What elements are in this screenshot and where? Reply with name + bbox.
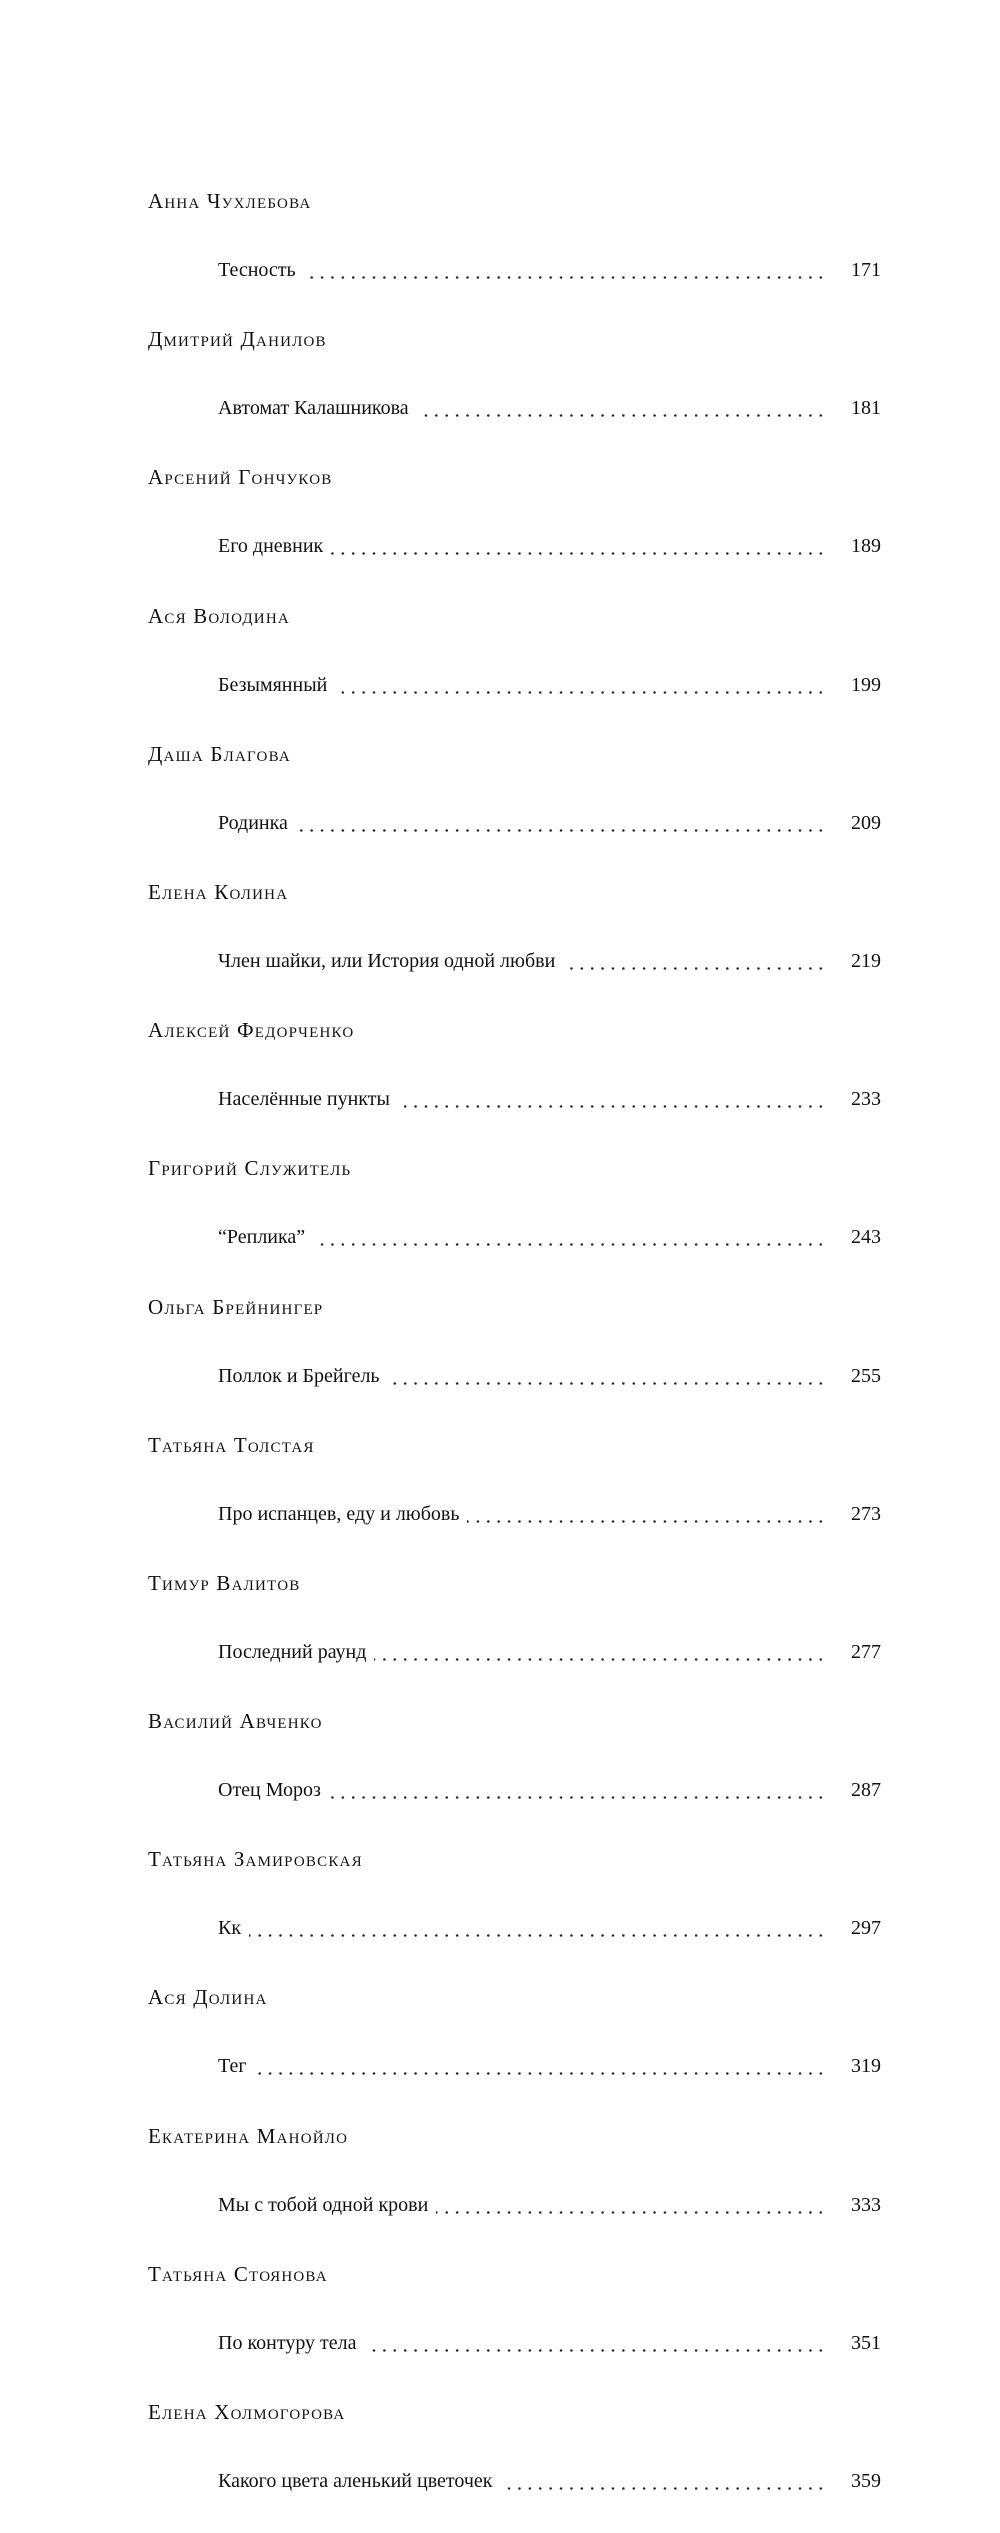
story-title: Его дневник [218,535,324,558]
page-number: 209 [851,811,881,834]
story-line [218,1359,881,1393]
page-number: 255 [851,1364,881,1387]
story-line [218,2049,881,2083]
story-title: Про испанцев, еду и любовь [218,1502,460,1525]
page-number: 273 [851,1502,881,1525]
dot-leader [563,967,826,970]
toc-entry [148,184,881,322]
table-of-contents [148,184,881,2533]
dot-leader [249,1934,826,1937]
story-line [218,668,881,702]
toc-entry [148,599,881,737]
author-name: Елена Холмогорова [148,2400,346,2424]
story-title: Поллок и Брейгель [218,1364,380,1387]
dot-leader [467,1520,826,1523]
toc-entry [148,322,881,460]
dot-leader [329,1796,826,1799]
toc-entry [148,1428,881,1566]
author-name: Дмитрий Данилов [148,327,327,352]
toc-entry [148,1566,881,1704]
author-name: Ася Володина [148,603,290,628]
story-line [218,2188,881,2222]
toc-entry [148,1704,881,1842]
story-line [218,1497,881,1531]
toc-entry [148,1013,881,1151]
page-number: 243 [851,1226,881,1249]
page-number: 277 [851,1640,881,1663]
page-number: 181 [851,397,881,420]
page-number: 219 [851,949,881,972]
story-title: “Реплика” [218,1226,306,1249]
story-title: Родинка [218,811,288,834]
author-name: Татьяна Стоянова [148,2261,328,2286]
author-name: Арсений Гончуков [148,465,333,490]
story-title: Безымянный [218,673,328,696]
author-name: Татьяна Замировская [148,1847,363,1872]
page-number: 233 [851,1088,881,1111]
dot-leader [335,691,826,694]
dot-leader [255,2072,826,2075]
toc-entry [148,2119,881,2257]
page-number: 189 [851,535,881,558]
dot-leader [313,1243,826,1246]
story-title: Населённые пункты [218,1088,390,1111]
toc-entry [148,460,881,598]
page-number: 287 [851,1779,881,1802]
story-line [218,1082,881,1116]
dot-leader [388,1382,826,1385]
story-line [218,1911,881,1945]
author-name: Екатерина Манойло [148,2123,349,2148]
story-title: Какого цвета аленький цветочек [218,2470,493,2492]
story-title: Отец Мороз [218,1779,321,1802]
toc-entry [148,1151,881,1289]
dot-leader [501,2487,826,2490]
story-line [218,2326,881,2360]
toc-entry [148,2257,881,2395]
dot-leader [304,276,826,279]
story-title: Тег [218,2055,247,2078]
story-title: Член шайки, или История одной любви [218,949,556,972]
page-number: 333 [851,2193,881,2216]
dot-leader [417,414,826,417]
toc-entry [148,875,881,1013]
story-title: Кк [218,1917,242,1940]
author-name: Анна Чухлебова [148,189,312,213]
toc-entry [148,1842,881,1980]
dot-leader [398,1105,826,1108]
story-line [218,1220,881,1254]
story-title: Автомат Калашникова [218,397,409,420]
author-name: Ольга Брейнингер [148,1294,324,1319]
story-line [218,806,881,840]
page-number: 199 [851,673,881,696]
story-line [218,253,881,287]
toc-entry [148,2395,881,2533]
story-title: Мы с тобой одной крови [218,2193,429,2216]
dot-leader [436,2211,826,2214]
dot-leader [296,829,826,832]
author-name: Алексей Федорченко [148,1018,355,1043]
dot-leader [365,2349,826,2352]
dot-leader [331,552,826,555]
page-number: 297 [851,1917,881,1940]
story-line [218,391,881,425]
author-name: Василий Авченко [148,1709,323,1734]
page-number: 171 [851,259,881,281]
author-name: Татьяна Толстая [148,1432,315,1457]
toc-entry [148,1980,881,2118]
story-line [218,944,881,978]
story-line [218,1773,881,1807]
author-name: Григорий Служитель [148,1156,352,1181]
author-name: Даша Благова [148,741,291,766]
toc-entry [148,737,881,875]
story-title: По контуру тела [218,2331,357,2354]
page-number: 359 [851,2470,881,2492]
story-title: Последний раунд [218,1640,367,1663]
story-line [218,2464,881,2498]
author-name: Елена Колина [148,879,289,904]
page-number: 319 [851,2055,881,2078]
story-title: Тесность [218,259,296,281]
story-line [218,1635,881,1669]
page-number: 351 [851,2331,881,2354]
author-name: Ася Долина [148,1985,268,2010]
dot-leader [374,1658,826,1661]
story-line [218,529,881,563]
toc-entry [148,1290,881,1428]
author-name: Тимур Валитов [148,1570,301,1595]
